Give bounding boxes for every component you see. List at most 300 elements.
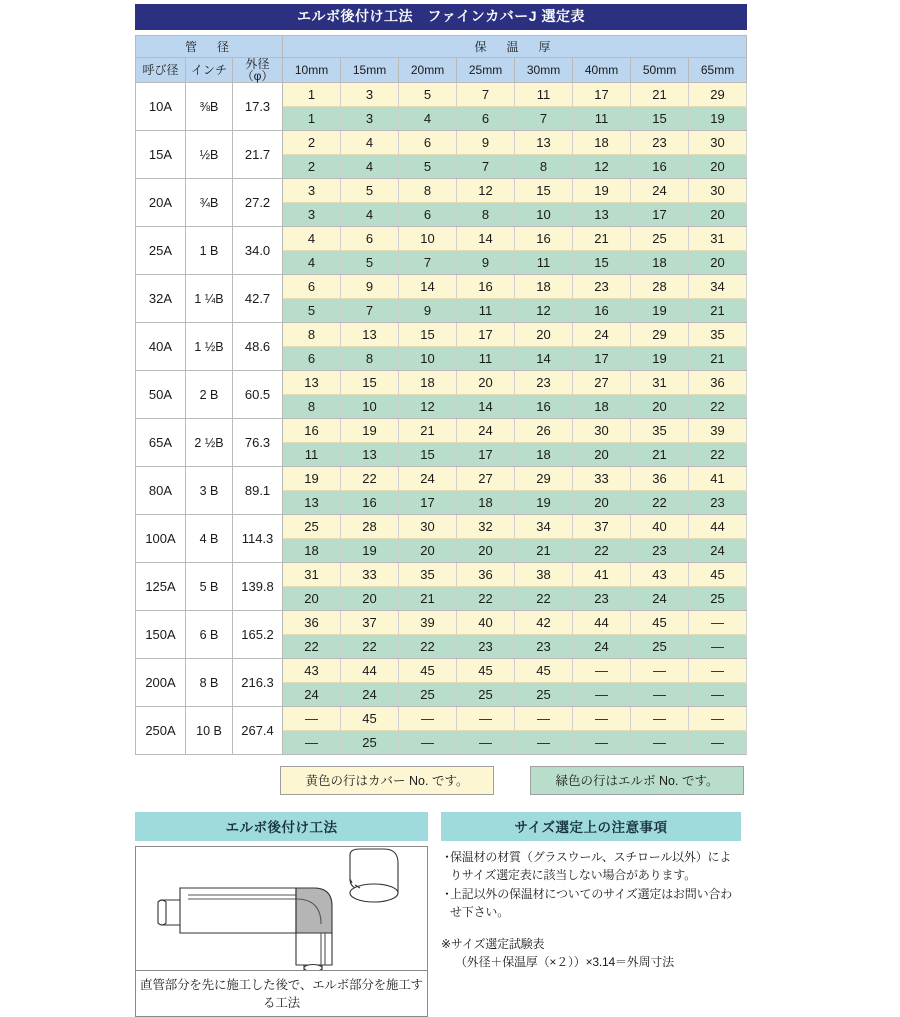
cell-elbow-no: 17 <box>631 203 689 227</box>
cell-nominal-diameter: 25A <box>136 227 186 275</box>
table-row-cover <box>136 83 747 107</box>
panel-method <box>135 812 428 1017</box>
cell-elbow-no: 19 <box>689 107 747 131</box>
legend-elbow-row: 緑色の行はエルボ No. です。 <box>530 766 744 795</box>
cell-elbow-no: 10 <box>341 395 399 419</box>
table-header <box>136 36 747 83</box>
cell-cover-no: 25 <box>631 227 689 251</box>
cell-cover-no: 23 <box>515 371 573 395</box>
cell-outer-diameter: 42.7 <box>233 275 283 323</box>
cell-nominal-diameter: 125A <box>136 563 186 611</box>
method-diagram-caption: 直管部分を先に施工した後で、エルボ部分を施工する工法 <box>136 970 427 1016</box>
cell-elbow-no: 24 <box>631 587 689 611</box>
cell-elbow-no: 5 <box>341 251 399 275</box>
cell-cover-no: 36 <box>631 467 689 491</box>
cell-cover-no: 21 <box>573 227 631 251</box>
cell-elbow-no: 23 <box>631 539 689 563</box>
cell-elbow-no: 25 <box>515 683 573 707</box>
cell-cover-no: 19 <box>341 419 399 443</box>
cell-cover-no: 4 <box>341 131 399 155</box>
cell-cover-no: 18 <box>399 371 457 395</box>
table-row-cover <box>136 467 747 491</box>
cell-cover-no: 21 <box>631 83 689 107</box>
cell-cover-no: 6 <box>341 227 399 251</box>
cell-elbow-no: 20 <box>631 395 689 419</box>
cell-outer-diameter: 76.3 <box>233 419 283 467</box>
table-row-cover <box>136 515 747 539</box>
cell-elbow-no: 22 <box>631 491 689 515</box>
bottom-panels <box>135 812 747 1017</box>
cell-inch: ⅜B <box>186 83 233 131</box>
cell-cover-no: 15 <box>399 323 457 347</box>
cell-cover-no: 44 <box>341 659 399 683</box>
cell-elbow-no: 8 <box>515 155 573 179</box>
cell-elbow-no: 12 <box>399 395 457 419</box>
cell-cover-no: 31 <box>283 563 341 587</box>
cell-elbow-no: 22 <box>689 395 747 419</box>
formula-expression: （外径＋保温厚（×２））×3.14＝外周寸法 <box>455 955 674 970</box>
cell-elbow-no: — <box>689 731 747 755</box>
cell-cover-no: — <box>573 707 631 731</box>
cell-cover-no: 33 <box>573 467 631 491</box>
cell-inch: 6 B <box>186 611 233 659</box>
legend <box>135 766 747 795</box>
cell-elbow-no: 20 <box>341 587 399 611</box>
cell-inch: 5 B <box>186 563 233 611</box>
cell-cover-no: 32 <box>457 515 515 539</box>
cell-elbow-no: 3 <box>283 203 341 227</box>
table-row-cover <box>136 419 747 443</box>
header-thickness-65mm: 65mm <box>689 58 747 83</box>
header-thickness-10mm: 10mm <box>283 58 341 83</box>
cell-cover-no: 13 <box>283 371 341 395</box>
cell-elbow-no: 19 <box>515 491 573 515</box>
cell-outer-diameter: 48.6 <box>233 323 283 371</box>
cell-nominal-diameter: 200A <box>136 659 186 707</box>
cell-cover-no: 39 <box>689 419 747 443</box>
cell-cover-no: 30 <box>399 515 457 539</box>
cell-cover-no: 41 <box>689 467 747 491</box>
cell-cover-no: 4 <box>283 227 341 251</box>
cell-nominal-diameter: 250A <box>136 707 186 755</box>
cell-cover-no: 45 <box>457 659 515 683</box>
cell-cover-no: 45 <box>399 659 457 683</box>
cell-elbow-no: — <box>515 731 573 755</box>
cell-outer-diameter: 34.0 <box>233 227 283 275</box>
cell-cover-no: 34 <box>515 515 573 539</box>
cell-cover-no: 30 <box>689 131 747 155</box>
cell-cover-no: 40 <box>631 515 689 539</box>
cell-cover-no: 25 <box>283 515 341 539</box>
cell-elbow-no: 17 <box>573 347 631 371</box>
cell-cover-no: 28 <box>631 275 689 299</box>
cell-cover-no: 9 <box>457 131 515 155</box>
table-row-cover <box>136 371 747 395</box>
cell-cover-no: 36 <box>689 371 747 395</box>
cell-cover-no: 15 <box>515 179 573 203</box>
cell-cover-no: 8 <box>399 179 457 203</box>
cell-cover-no: 31 <box>631 371 689 395</box>
cell-elbow-no: 11 <box>283 443 341 467</box>
cell-cover-no: 23 <box>631 131 689 155</box>
cell-cover-no: 1 <box>283 83 341 107</box>
cell-elbow-no: 23 <box>689 491 747 515</box>
cell-cover-no: 41 <box>573 563 631 587</box>
cell-elbow-no: 19 <box>631 347 689 371</box>
cell-cover-no: 12 <box>457 179 515 203</box>
cell-nominal-diameter: 32A <box>136 275 186 323</box>
cell-cover-no: 27 <box>573 371 631 395</box>
cell-elbow-no: 20 <box>573 491 631 515</box>
cell-cover-no: 5 <box>399 83 457 107</box>
table-row-cover <box>136 323 747 347</box>
cell-inch: 2 B <box>186 371 233 419</box>
cell-elbow-no: 7 <box>457 155 515 179</box>
cell-elbow-no: 20 <box>399 539 457 563</box>
note-bullet-icon: ・ <box>441 887 453 902</box>
table-row-cover <box>136 179 747 203</box>
cell-cover-no: 24 <box>399 467 457 491</box>
cell-elbow-no: 15 <box>573 251 631 275</box>
header-thickness-30mm: 30mm <box>515 58 573 83</box>
cell-outer-diameter: 60.5 <box>233 371 283 419</box>
cell-cover-no: 38 <box>515 563 573 587</box>
cell-elbow-no: 22 <box>341 635 399 659</box>
cell-cover-no: 2 <box>283 131 341 155</box>
cell-elbow-no: 20 <box>689 155 747 179</box>
cell-cover-no: 17 <box>457 323 515 347</box>
cell-elbow-no: 22 <box>283 635 341 659</box>
cell-elbow-no: 22 <box>515 587 573 611</box>
cell-cover-no: — <box>689 611 747 635</box>
formula-title: ※サイズ選定試験表 <box>441 937 545 952</box>
cell-elbow-no: 12 <box>573 155 631 179</box>
method-diagram <box>135 846 428 1017</box>
cell-elbow-no: 5 <box>283 299 341 323</box>
cell-cover-no: 19 <box>283 467 341 491</box>
cell-elbow-no: 4 <box>283 251 341 275</box>
cell-cover-no: 37 <box>341 611 399 635</box>
cell-cover-no: 36 <box>283 611 341 635</box>
cell-cover-no: 45 <box>631 611 689 635</box>
cell-cover-no: 16 <box>457 275 515 299</box>
cell-elbow-no: 21 <box>631 443 689 467</box>
header-thickness-25mm: 25mm <box>457 58 515 83</box>
cell-cover-no: 19 <box>573 179 631 203</box>
cell-elbow-no: 24 <box>573 635 631 659</box>
cell-elbow-no: 18 <box>573 395 631 419</box>
cell-elbow-no: 13 <box>341 443 399 467</box>
cell-elbow-no: 20 <box>457 539 515 563</box>
cell-elbow-no: 11 <box>573 107 631 131</box>
cell-elbow-no: — <box>283 731 341 755</box>
cell-cover-no: — <box>689 707 747 731</box>
cell-cover-no: 30 <box>689 179 747 203</box>
cell-cover-no: 35 <box>689 323 747 347</box>
cell-elbow-no: — <box>631 683 689 707</box>
cell-elbow-no: 8 <box>457 203 515 227</box>
cell-elbow-no: 22 <box>573 539 631 563</box>
cell-cover-no: 3 <box>341 83 399 107</box>
cell-cover-no: 7 <box>457 83 515 107</box>
cell-cover-no: 13 <box>515 131 573 155</box>
cell-outer-diameter: 21.7 <box>233 131 283 179</box>
cell-elbow-no: 16 <box>341 491 399 515</box>
header-group-pipe: 管 径 <box>136 36 283 58</box>
header-thickness-40mm: 40mm <box>573 58 631 83</box>
page-title: エルボ後付け工法 ファインカバーJ 選定表 <box>135 4 747 30</box>
cell-elbow-no: — <box>631 731 689 755</box>
cell-outer-diameter: 114.3 <box>233 515 283 563</box>
cell-cover-no: 30 <box>573 419 631 443</box>
cell-elbow-no: 6 <box>457 107 515 131</box>
cell-elbow-no: 17 <box>457 443 515 467</box>
cell-elbow-no: 20 <box>283 587 341 611</box>
cell-cover-no: 22 <box>341 467 399 491</box>
cell-cover-no: 6 <box>399 131 457 155</box>
cell-elbow-no: 6 <box>399 203 457 227</box>
note-item <box>441 885 741 921</box>
cell-cover-no: 28 <box>341 515 399 539</box>
cell-elbow-no: 21 <box>515 539 573 563</box>
cell-elbow-no: 24 <box>689 539 747 563</box>
cell-cover-no: 44 <box>689 515 747 539</box>
cell-inch: ¾B <box>186 179 233 227</box>
cell-cover-no: 26 <box>515 419 573 443</box>
cell-elbow-no: 10 <box>515 203 573 227</box>
cell-elbow-no: 17 <box>399 491 457 515</box>
cell-elbow-no: 23 <box>515 635 573 659</box>
size-selection-table <box>135 35 747 755</box>
cell-cover-no: — <box>399 707 457 731</box>
cell-cover-no: 10 <box>399 227 457 251</box>
header-group-insulation: 保 温 厚 <box>283 36 747 58</box>
panel-notes-heading: サイズ選定上の注意事項 <box>441 812 741 841</box>
cell-elbow-no: 16 <box>515 395 573 419</box>
cell-inch: 1 ¼B <box>186 275 233 323</box>
cell-elbow-no: — <box>573 683 631 707</box>
cell-cover-no: 17 <box>573 83 631 107</box>
note-bullet-icon: ・ <box>441 850 453 865</box>
cell-elbow-no: 16 <box>573 299 631 323</box>
cell-cover-no: — <box>631 707 689 731</box>
cell-elbow-no: 21 <box>689 347 747 371</box>
cell-cover-no: 14 <box>457 227 515 251</box>
cell-inch: 3 B <box>186 467 233 515</box>
cell-cover-no: 8 <box>283 323 341 347</box>
cell-elbow-no: 25 <box>341 731 399 755</box>
header-nominal-diameter: 呼び径 <box>136 58 186 83</box>
cell-cover-no: 14 <box>399 275 457 299</box>
cell-cover-no: 45 <box>341 707 399 731</box>
cell-inch: 8 B <box>186 659 233 707</box>
cell-elbow-no: 2 <box>283 155 341 179</box>
cell-nominal-diameter: 10A <box>136 83 186 131</box>
cell-elbow-no: 11 <box>457 347 515 371</box>
cell-elbow-no: 3 <box>341 107 399 131</box>
cell-cover-no: 20 <box>515 323 573 347</box>
cell-outer-diameter: 165.2 <box>233 611 283 659</box>
cell-nominal-diameter: 20A <box>136 179 186 227</box>
note-item <box>441 848 741 884</box>
cell-elbow-no: — <box>457 731 515 755</box>
cell-cover-no: 6 <box>283 275 341 299</box>
cell-elbow-no: 20 <box>689 203 747 227</box>
selection-chart-page <box>135 4 747 1017</box>
cell-cover-no: 24 <box>457 419 515 443</box>
cell-elbow-no: 20 <box>689 251 747 275</box>
cell-elbow-no: 10 <box>399 347 457 371</box>
cell-nominal-diameter: 150A <box>136 611 186 659</box>
cell-outer-diameter: 17.3 <box>233 83 283 131</box>
cell-elbow-no: 7 <box>341 299 399 323</box>
cell-outer-diameter: 89.1 <box>233 467 283 515</box>
cell-cover-no: 34 <box>689 275 747 299</box>
cell-elbow-no: 4 <box>341 155 399 179</box>
cell-elbow-no: 11 <box>515 251 573 275</box>
cell-elbow-no: 7 <box>399 251 457 275</box>
cell-elbow-no: 9 <box>457 251 515 275</box>
cell-elbow-no: 18 <box>283 539 341 563</box>
cell-cover-no: 35 <box>399 563 457 587</box>
table-row-cover <box>136 131 747 155</box>
cell-elbow-no: 25 <box>689 587 747 611</box>
cell-elbow-no: 18 <box>457 491 515 515</box>
cell-cover-no: — <box>283 707 341 731</box>
table-row-cover <box>136 659 747 683</box>
cell-cover-no: 16 <box>515 227 573 251</box>
table-row-cover <box>136 611 747 635</box>
cell-elbow-no: 25 <box>631 635 689 659</box>
cell-inch: ½B <box>186 131 233 179</box>
cell-elbow-no: 23 <box>573 587 631 611</box>
cell-elbow-no: — <box>399 731 457 755</box>
cell-nominal-diameter: 15A <box>136 131 186 179</box>
table-row-cover <box>136 563 747 587</box>
cell-elbow-no: 6 <box>283 347 341 371</box>
cell-inch: 2 ½B <box>186 419 233 467</box>
cell-elbow-no: 15 <box>631 107 689 131</box>
cell-cover-no: 45 <box>515 659 573 683</box>
notes-list <box>441 848 741 971</box>
table-body <box>136 83 747 755</box>
cell-inch: 1 ½B <box>186 323 233 371</box>
cell-cover-no: — <box>573 659 631 683</box>
header-thickness-50mm: 50mm <box>631 58 689 83</box>
cell-cover-no: 39 <box>399 611 457 635</box>
cell-elbow-no: 8 <box>341 347 399 371</box>
elbow-pipe-illustration <box>136 847 427 970</box>
cell-elbow-no: 13 <box>283 491 341 515</box>
cell-elbow-no: 21 <box>689 299 747 323</box>
cell-elbow-no: — <box>689 635 747 659</box>
cell-outer-diameter: 139.8 <box>233 563 283 611</box>
cell-elbow-no: 14 <box>457 395 515 419</box>
note-text: 上記以外の保温材についてのサイズ選定はお問い合わせ下さい。 <box>450 887 733 920</box>
table-row-cover <box>136 707 747 731</box>
cell-elbow-no: 22 <box>457 587 515 611</box>
header-thickness-15mm: 15mm <box>341 58 399 83</box>
cell-cover-no: 9 <box>341 275 399 299</box>
cell-elbow-no: 19 <box>341 539 399 563</box>
header-thickness-20mm: 20mm <box>399 58 457 83</box>
cell-elbow-no: 24 <box>341 683 399 707</box>
cell-elbow-no: — <box>689 683 747 707</box>
cell-cover-no: 42 <box>515 611 573 635</box>
cell-cover-no: 44 <box>573 611 631 635</box>
legend-cover-row: 黄色の行はカバー No. です。 <box>280 766 494 795</box>
cell-elbow-no: 11 <box>457 299 515 323</box>
cell-cover-no: — <box>457 707 515 731</box>
cell-elbow-no: 18 <box>631 251 689 275</box>
cell-elbow-no: 22 <box>399 635 457 659</box>
cell-cover-no: 18 <box>573 131 631 155</box>
cell-elbow-no: 23 <box>457 635 515 659</box>
cell-elbow-no: 8 <box>283 395 341 419</box>
cell-cover-no: 24 <box>631 179 689 203</box>
cell-cover-no: — <box>515 707 573 731</box>
cell-elbow-no: 4 <box>341 203 399 227</box>
cell-nominal-diameter: 50A <box>136 371 186 419</box>
cell-elbow-no: 1 <box>283 107 341 131</box>
cell-cover-no: 27 <box>457 467 515 491</box>
cell-inch: 4 B <box>186 515 233 563</box>
cell-nominal-diameter: 40A <box>136 323 186 371</box>
table-row-cover <box>136 227 747 251</box>
cell-elbow-no: 21 <box>399 587 457 611</box>
cell-cover-no: 18 <box>515 275 573 299</box>
cell-outer-diameter: 216.3 <box>233 659 283 707</box>
cell-inch: 1 B <box>186 227 233 275</box>
cell-cover-no: 43 <box>631 563 689 587</box>
cell-elbow-no: 4 <box>399 107 457 131</box>
cell-cover-no: — <box>631 659 689 683</box>
cell-elbow-no: 18 <box>515 443 573 467</box>
cell-elbow-no: 24 <box>283 683 341 707</box>
cell-cover-no: 36 <box>457 563 515 587</box>
header-outer-diameter: 外径（φ） <box>233 58 283 83</box>
cell-elbow-no: 15 <box>399 443 457 467</box>
cell-nominal-diameter: 80A <box>136 467 186 515</box>
cell-elbow-no: 13 <box>573 203 631 227</box>
cell-elbow-no: 5 <box>399 155 457 179</box>
cell-outer-diameter: 267.4 <box>233 707 283 755</box>
cell-elbow-no: 22 <box>689 443 747 467</box>
cell-cover-no: 11 <box>515 83 573 107</box>
formula-block <box>441 935 741 971</box>
cell-cover-no: 23 <box>573 275 631 299</box>
cell-cover-no: — <box>689 659 747 683</box>
cell-cover-no: 20 <box>457 371 515 395</box>
cell-cover-no: 16 <box>283 419 341 443</box>
cell-nominal-diameter: 65A <box>136 419 186 467</box>
cell-cover-no: 29 <box>515 467 573 491</box>
cell-elbow-no: 7 <box>515 107 573 131</box>
cell-elbow-no: 16 <box>631 155 689 179</box>
cell-outer-diameter: 27.2 <box>233 179 283 227</box>
cell-nominal-diameter: 100A <box>136 515 186 563</box>
cell-cover-no: 24 <box>573 323 631 347</box>
header-inch: インチ <box>186 58 233 83</box>
header-columns <box>136 58 747 83</box>
cell-cover-no: 29 <box>689 83 747 107</box>
cell-elbow-no: 14 <box>515 347 573 371</box>
cell-cover-no: 45 <box>689 563 747 587</box>
cell-elbow-no: — <box>573 731 631 755</box>
cell-cover-no: 5 <box>341 179 399 203</box>
cell-cover-no: 15 <box>341 371 399 395</box>
panel-notes <box>441 812 741 1017</box>
